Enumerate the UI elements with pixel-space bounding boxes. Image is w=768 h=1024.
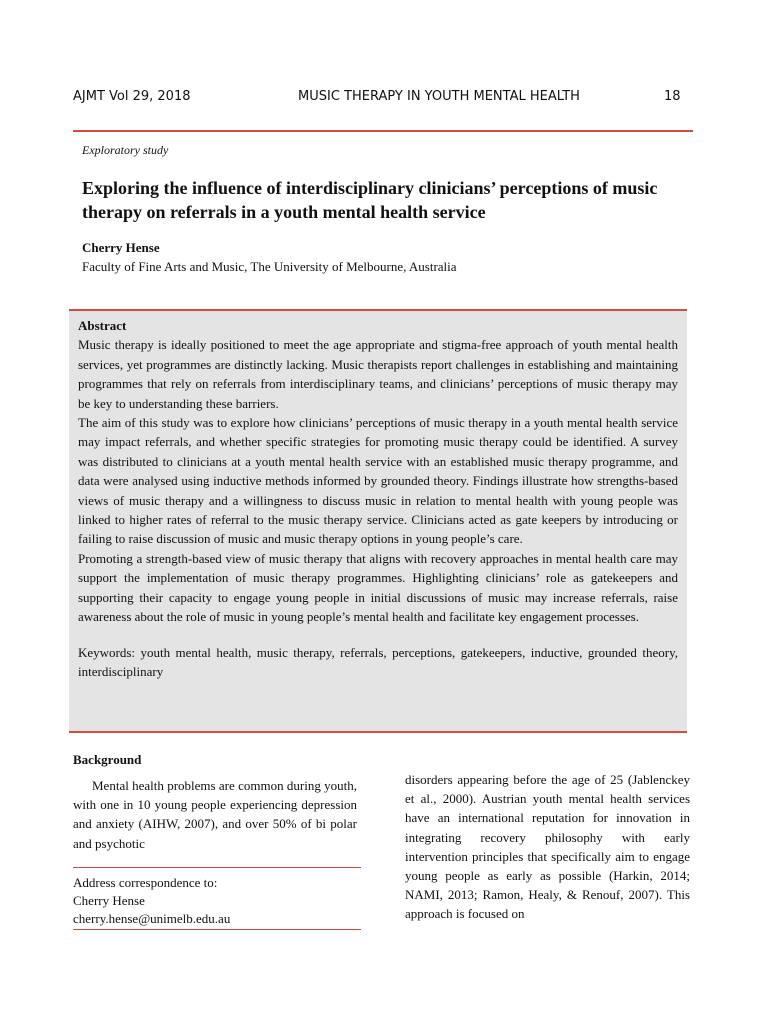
- correspondence-email[interactable]: cherry.hense@unimelb.edu.au: [73, 911, 231, 926]
- body-column-left: Mental health problems are common during youth, with one in 10 young people experiencing depression and anxiety (AIHW, 2007), and over 50% of bi polar and psychotic: [73, 778, 357, 851]
- correspondence-label: Address correspondence to:: [73, 875, 218, 890]
- footnote-top-rule: [73, 867, 361, 868]
- author-affiliation: Faculty of Fine Arts and Music, The University of Melbourne, Australia: [82, 259, 457, 274]
- header-rule: [73, 130, 693, 132]
- page-number: 18: [664, 89, 681, 104]
- journal-volume: AJMT Vol 29, 2018: [73, 89, 191, 104]
- abstract-paragraph: Music therapy is ideally positioned to meet the age appropriate and stigma-free approach of youth mental health services, yet programmes are distinctly lacking. Music therapists report challenges in establishing and maintaining programmes that rely on referrals from interdisciplinary teams, and clinicians’ perceptions of music therapy may be key to understanding these barriers.: [78, 337, 678, 411]
- background-heading: Background: [73, 752, 142, 767]
- correspondence-name: Cherry Hense: [73, 893, 145, 908]
- abstract: [78, 316, 678, 681]
- abstract-bottom-rule: [69, 731, 687, 733]
- article-title: Exploring the influence of interdisciplinary clinicians’ perceptions of music therapy on referrals in a youth mental health service: [82, 178, 658, 222]
- body-column-right: disorders appearing before the age of 25 (Jablenckey et al., 2000). Austrian youth mental health services have an international reputation for innovation in integrating recovery philosophy with early intervention principles that specifically aim to engage young people as early as possible (Harkin, 2014; NAMI, 2013; Ramon, Healy, & Renouf, 2007). This approach is focused on: [405, 772, 690, 922]
- correspondence-block: [73, 874, 230, 928]
- footnote-bottom-rule: [73, 929, 361, 930]
- study-type: Exploratory study: [82, 143, 169, 157]
- abstract-paragraph: Promoting a strength-based view of music therapy that aligns with recovery approaches in mental health care may support the implementation of music therapy programmes. Highlighting clinicians’ role as gatekeepers and supporting their capacity to engage young people in initial discussions of music may increase referrals, raise awareness about the role of music in young people’s mental health and facilitate key engagement processes.: [78, 550, 678, 625]
- abstract-top-rule: [69, 309, 687, 311]
- keywords: Keywords: youth mental health, music therapy, referrals, perceptions, gatekeepers, inductive, grounded theory, interdisciplinary: [78, 644, 678, 679]
- running-title: MUSIC THERAPY IN YOUTH MENTAL HEALTH: [298, 89, 580, 104]
- author-name: Cherry Hense: [82, 240, 160, 255]
- abstract-heading: Abstract: [78, 318, 127, 333]
- abstract-paragraph: The aim of this study was to explore how clinicians’ perceptions of music therapy in a youth mental health service may impact referrals, and whether specific strategies for promoting music therapy could be identified. A survey was distributed to clinicians at a youth mental health service with an established music therapy programme, and data were analysed using inductive methods informed by grounded theory. Findings illustrate how strengths-based views of music therapy and a willingness to discuss music in relation to mental health with young people was linked to higher rates of referral to the music therapy service. Clinicians acted as gate keepers by introducing or failing to raise discussion of music and music therapy options in young people’s care.: [78, 415, 678, 547]
